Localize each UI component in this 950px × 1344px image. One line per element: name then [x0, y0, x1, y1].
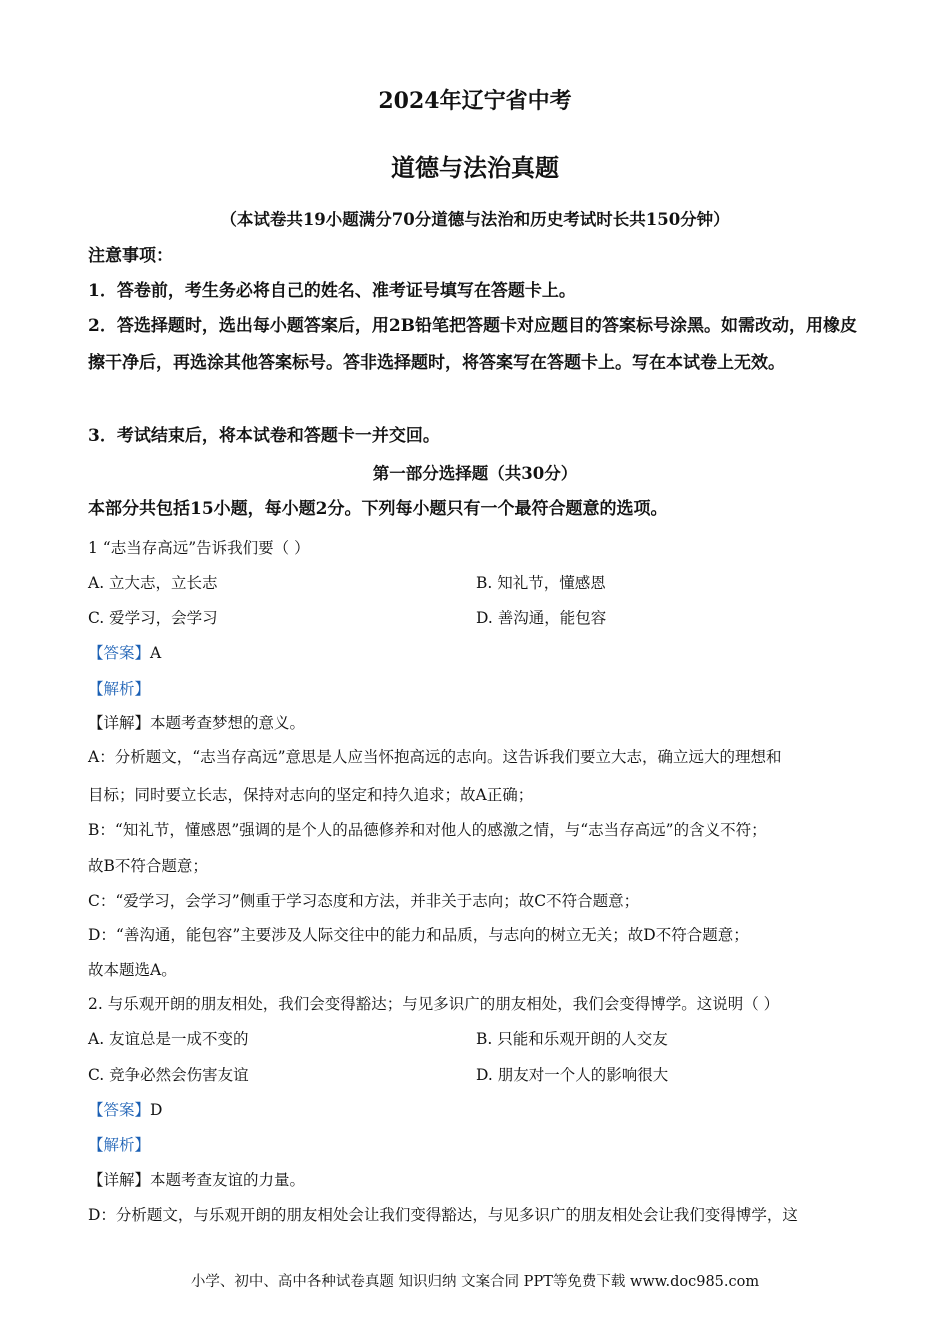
analysis-tag: 【解析】	[88, 680, 151, 698]
question-2-option-c: C. 竞争必然会伤害友谊	[88, 1066, 249, 1084]
detail-text: 本题考查友谊的力量。	[150, 1171, 306, 1189]
question-1-explain-c: C：“爱学习，会学习”侧重于学习态度和方法，并非关于志向；故C不符合题意；	[88, 892, 640, 910]
detail-tag: 【详解】	[88, 1171, 151, 1189]
instructions-heading: 注意事项：	[88, 246, 173, 266]
answer-tag: 【答案】	[88, 644, 151, 662]
question-1-explain-b-line-1: B：“知礼节，懂感恩”强调的是个人的品德修养和对他人的感激之情，与“志当存高远”的含义不符；	[88, 821, 767, 839]
question-1-conclusion: 故本题选A。	[88, 961, 177, 979]
question-2-option-b: B. 只能和乐观开朗的人交友	[476, 1030, 668, 1048]
question-1-explain-d: D：“善沟通，能包容”主要涉及人际交往中的能力和品质，与志向的树立无关；故D不符合题意；	[88, 926, 749, 944]
answer-value: A	[150, 644, 162, 662]
question-1-option-a: A. 立大志，立长志	[88, 574, 218, 592]
question-1-explain-a-line-1: A：分析题文，“志当存高远”意思是人应当怀抱高远的志向。这告诉我们要立大志，确立远大的理想和	[88, 748, 782, 766]
answer-tag: 【答案】	[88, 1101, 151, 1119]
exam-subtitle: 道德与法治真题	[391, 153, 559, 182]
question-2-analysis	[88, 1133, 868, 1155]
question-1-option-b: B. 知礼节，懂感恩	[476, 574, 606, 592]
question-1-answer	[88, 641, 868, 663]
instruction-item-1: 1．答卷前，考生务必将自己的姓名、准考证号填写在答题卡上。	[88, 281, 576, 301]
exam-note: （本试卷共19小题满分70分道德与法治和历史考试时长共150分钟）	[220, 210, 730, 229]
section-description: 本部分共包括15小题，每小题2分。下列每小题只有一个最符合题意的选项。	[88, 499, 668, 519]
instruction-item-3: 3．考试结束后，将本试卷和答题卡一并交回。	[88, 426, 440, 446]
exam-title: 2024年辽宁省中考	[378, 88, 572, 114]
answer-value: D	[150, 1101, 163, 1119]
question-1-detail	[88, 711, 868, 733]
question-2-option-a: A. 友谊总是一成不变的	[88, 1030, 249, 1048]
question-2-detail	[88, 1168, 868, 1190]
question-1-option-d: D. 善沟通，能包容	[476, 609, 607, 627]
question-1-stem: 1 “志当存高远”告诉我们要（ ）	[88, 539, 310, 557]
question-1-analysis	[88, 677, 868, 699]
question-2-stem: 2. 与乐观开朗的朋友相处，我们会变得豁达；与见多识广的朋友相处，我们会变得博学。这说明（ ）	[88, 995, 780, 1013]
question-1-explain-a-line-2: 目标；同时要立长志，保持对志向的坚定和持久追求；故A正确；	[88, 786, 534, 804]
detail-tag: 【详解】	[88, 714, 151, 732]
page-footer: 小学、初中、高中各种试卷真题 知识归纳 文案合同 PPT等免费下载 www.doc985.com	[190, 1274, 760, 1290]
question-2-option-d: D. 朋友对一个人的影响很大	[476, 1066, 669, 1084]
section-title: 第一部分选择题（共30分）	[372, 464, 578, 483]
detail-text: 本题考查梦想的意义。	[150, 714, 306, 732]
analysis-tag: 【解析】	[88, 1136, 151, 1154]
question-1-explain-b-line-2: 故B不符合题意；	[88, 857, 208, 875]
question-1-option-c: C. 爱学习，会学习	[88, 609, 218, 627]
question-2-explain-d-line-1: D：分析题文，与乐观开朗的朋友相处会让我们变得豁达，与见多识广的朋友相处会让我们变得博学，这	[88, 1206, 798, 1224]
instruction-item-2: 2．答选择题时，选出每小题答案后，用2B铅笔把答题卡对应题目的答案标号涂黑。如需改动，用橡皮擦干净后，再选涂其他答案标号。答非选择题时，将答案写在答题卡上。写在本试卷上无效。	[88, 316, 858, 373]
question-2-answer	[88, 1098, 868, 1120]
